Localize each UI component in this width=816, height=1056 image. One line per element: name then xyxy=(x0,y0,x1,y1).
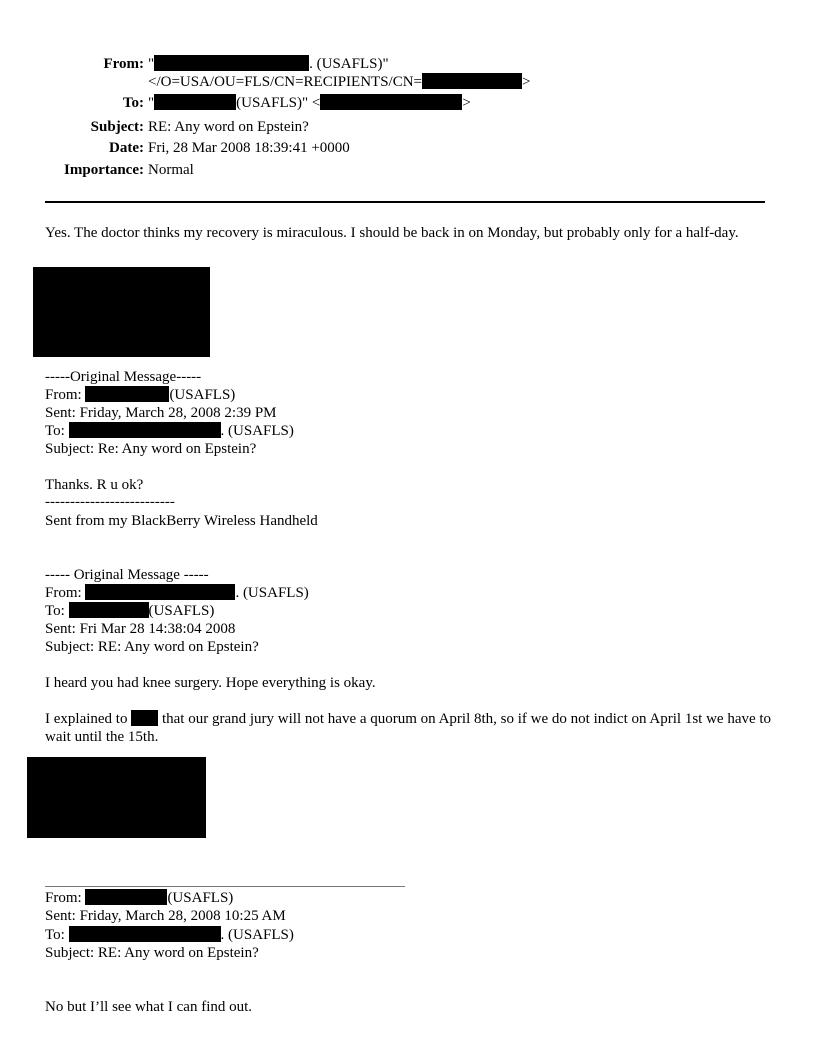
to-end: > xyxy=(462,95,471,111)
msg1-from xyxy=(45,386,235,404)
from-address xyxy=(148,73,530,91)
msg1-to-suffix: . (USAFLS) xyxy=(220,423,294,439)
msg3-to-label: To: xyxy=(45,927,65,943)
redaction-box xyxy=(69,926,221,942)
redaction-box xyxy=(131,710,158,726)
redaction-box xyxy=(422,73,522,89)
msg1-subject: Subject: Re: Any word on Epstein? xyxy=(45,441,257,457)
msg3-from-suffix: (USAFLS) xyxy=(167,890,234,906)
subject-value: RE: Any word on Epstein? xyxy=(148,119,309,135)
reply-text: Yes. The doctor thinks my recovery is miraculous. I should be back in on Monday, but probably only for a half-day. xyxy=(45,225,739,241)
msg1-divider: -----Original Message----- xyxy=(45,369,202,385)
msg2-text2 xyxy=(45,710,775,746)
msg1-to-label: To: xyxy=(45,423,65,439)
redaction-box xyxy=(320,94,462,110)
redaction-box xyxy=(69,602,149,618)
msg2-sent: Sent: Fri Mar 28 14:38:04 2008 xyxy=(45,621,236,637)
msg3-text: No but I’ll see what I can find out. xyxy=(45,999,253,1015)
msg3-to-suffix: . (USAFLS) xyxy=(220,927,294,943)
msg1-text: Thanks. R u ok? xyxy=(45,477,144,493)
redaction-box xyxy=(85,889,167,905)
msg3-subject: Subject: RE: Any word on Epstein? xyxy=(45,945,259,961)
msg2-to-suffix: (USAFLS) xyxy=(148,603,215,619)
header-divider xyxy=(45,201,765,203)
msg3-sent: Sent: Friday, March 28, 2008 10:25 AM xyxy=(45,908,286,924)
redaction-box xyxy=(154,55,309,71)
msg2-to xyxy=(45,602,214,620)
msg2-text1: I heard you had knee surgery. Hope everything is okay. xyxy=(45,675,376,691)
msg2-from-label: From: xyxy=(45,585,82,601)
from-label: From: xyxy=(103,56,144,72)
date-value: Fri, 28 Mar 2008 18:39:41 +0000 xyxy=(148,140,350,156)
msg1-sent: Sent: Friday, March 28, 2008 2:39 PM xyxy=(45,405,277,421)
redaction-block xyxy=(27,757,206,838)
to-suffix: (USAFLS)" < xyxy=(236,95,321,111)
msg1-signature: Sent from my BlackBerry Wireless Handheld xyxy=(45,513,318,529)
redaction-box xyxy=(85,584,235,600)
msg2-text2-prefix: I explained to xyxy=(45,711,128,727)
from-address-suffix: > xyxy=(522,74,531,90)
msg1-to xyxy=(45,422,294,440)
msg2-to-label: To: xyxy=(45,603,65,619)
msg2-from-suffix: . (USAFLS) xyxy=(235,585,309,601)
msg2-subject: Subject: RE: Any word on Epstein? xyxy=(45,639,259,655)
to-value xyxy=(148,94,471,112)
msg2-from xyxy=(45,584,309,602)
redaction-box xyxy=(154,94,236,110)
subject-label: Subject: xyxy=(90,119,144,135)
from-prefix: " xyxy=(148,56,155,72)
from-value xyxy=(148,55,389,73)
redaction-block xyxy=(33,267,210,357)
msg3-divider xyxy=(45,886,405,887)
to-prefix: " xyxy=(148,95,155,111)
msg2-divider: ----- Original Message ----- xyxy=(45,567,209,583)
date-label: Date: xyxy=(109,140,144,156)
to-label: To: xyxy=(122,95,144,111)
redaction-box xyxy=(69,422,221,438)
msg1-signature-rule: -------------------------- xyxy=(45,494,175,510)
from-address-prefix: </O=USA/OU=FLS/CN=RECIPIENTS/CN= xyxy=(148,74,422,90)
importance-label: Importance: xyxy=(64,162,144,178)
msg2-text2-suffix: that our grand jury will not have a quorum on April 8th, so if we do not indict on April 1st we have to wait until the 15th. xyxy=(45,711,772,745)
msg3-from-label: From: xyxy=(45,890,82,906)
importance-value: Normal xyxy=(148,162,194,178)
msg3-to xyxy=(45,926,294,944)
redaction-box xyxy=(85,386,169,402)
msg3-from xyxy=(45,889,233,907)
from-suffix: . (USAFLS)" xyxy=(309,56,389,72)
msg1-from-suffix: (USAFLS) xyxy=(169,387,236,403)
msg1-from-label: From: xyxy=(45,387,82,403)
